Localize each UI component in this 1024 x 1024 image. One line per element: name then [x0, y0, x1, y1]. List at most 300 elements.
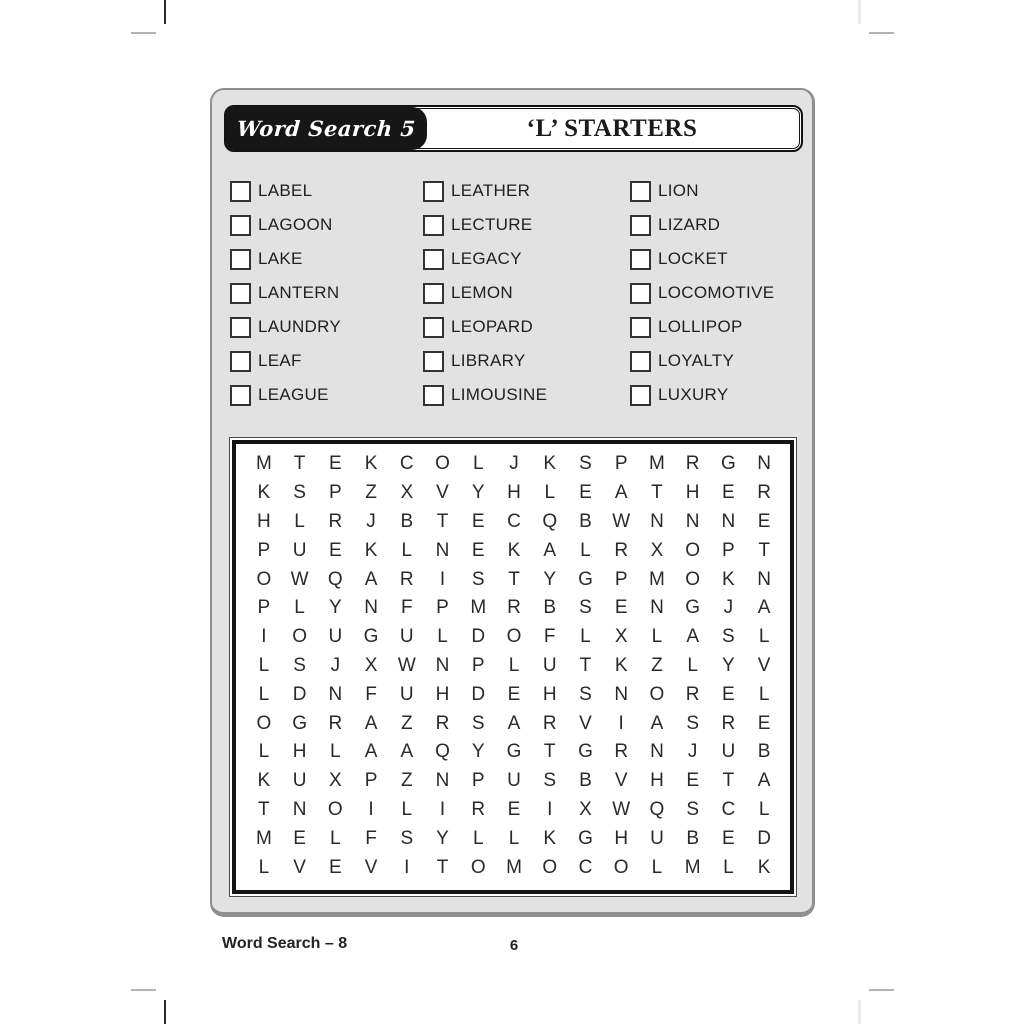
grid-cell: Z — [400, 770, 413, 792]
grid-cell: T — [436, 510, 449, 532]
word-label: LIBRARY — [451, 351, 526, 370]
grid-cell: B — [400, 510, 414, 532]
grid-cell: E — [507, 683, 521, 705]
page-title: ‘L’ STARTERS — [526, 114, 698, 142]
word-list-item — [230, 384, 329, 406]
grid-cell: S — [400, 827, 414, 849]
worksheet-number-badge — [226, 107, 427, 150]
word-checkbox — [423, 249, 444, 270]
grid-cell: M — [255, 453, 272, 475]
word-checkbox — [423, 215, 444, 236]
grid-cell: M — [470, 597, 487, 619]
grid-cell: O — [470, 856, 486, 878]
grid-cell: S — [579, 453, 592, 475]
grid-cell: R — [328, 510, 343, 532]
grid-cell: E — [722, 482, 735, 504]
grid-cell: S — [471, 568, 485, 590]
word-list-item — [230, 180, 312, 202]
grid-cell: T — [722, 770, 735, 792]
grid-cell: O — [542, 856, 558, 878]
word-checkbox — [230, 351, 251, 372]
grid-cell: L — [758, 798, 770, 820]
grid-cell: X — [364, 654, 378, 676]
grid-cell: E — [686, 770, 699, 792]
word-label: LOCKET — [658, 249, 728, 268]
grid-cell: P — [471, 770, 485, 792]
grid-cell: L — [651, 626, 663, 648]
grid-cell: P — [257, 597, 271, 619]
grid-cell: Y — [471, 482, 485, 504]
grid-cell: H — [292, 741, 307, 763]
grid-cell: V — [579, 712, 592, 734]
grid-cell: Y — [328, 597, 342, 619]
grid-cell: O — [256, 712, 272, 734]
grid-cell: R — [399, 568, 414, 590]
grid-cell: U — [292, 770, 307, 792]
word-checkbox — [230, 181, 251, 202]
grid-cell: E — [757, 712, 771, 734]
grid-cell: E — [328, 539, 342, 561]
grid-cell: X — [328, 770, 342, 792]
grid-cell: U — [292, 539, 307, 561]
grid-cell: F — [543, 626, 556, 648]
grid-cell: L — [723, 856, 734, 878]
grid-cell: U — [328, 626, 343, 648]
grid-cell: V — [364, 856, 378, 878]
grid-cell: G — [363, 626, 379, 648]
grid-cell: P — [436, 597, 449, 619]
grid-cell: P — [614, 568, 628, 590]
crop-mark-bottom-right-vertical — [858, 1000, 861, 1024]
grid-cell: L — [580, 539, 591, 561]
grid-cell: U — [399, 626, 414, 648]
grid-cell: V — [293, 856, 306, 878]
grid-cell: L — [544, 482, 556, 504]
word-label: LECTURE — [451, 215, 533, 234]
word-list-item — [423, 350, 526, 372]
grid-cell: T — [436, 856, 449, 878]
grid-cell: G — [685, 597, 701, 619]
word-checkbox — [630, 351, 651, 372]
footer-book-title: Word Search – 8 — [222, 935, 348, 952]
grid-cell: R — [471, 798, 486, 820]
grid-cell: R — [614, 539, 629, 561]
word-label: LAUNDRY — [258, 317, 342, 336]
grid-cell: E — [471, 510, 485, 532]
word-label: LOLLIPOP — [658, 317, 743, 336]
grid-cell: X — [579, 798, 592, 820]
grid-cell: L — [258, 654, 270, 676]
word-checkbox — [230, 249, 251, 270]
word-list-item — [230, 214, 333, 236]
word-list-item — [230, 316, 341, 338]
grid-cell: N — [721, 510, 736, 532]
grid-cell: H — [650, 770, 664, 792]
grid-cell: C — [399, 453, 414, 475]
grid-cell: S — [579, 683, 592, 705]
grid-cell: G — [578, 568, 593, 590]
grid-cell: H — [256, 510, 271, 532]
grid-cell: R — [435, 712, 450, 734]
grid-cell: B — [757, 741, 771, 763]
grid-cell: B — [579, 770, 592, 792]
grid-cell: I — [261, 626, 267, 648]
word-list-item — [630, 282, 774, 304]
grid-cell: N — [614, 683, 629, 705]
grid-cell: L — [687, 654, 698, 676]
grid-cell: Y — [543, 568, 557, 590]
word-list-item — [423, 316, 533, 338]
grid-cell: H — [685, 482, 700, 504]
grid-cell: P — [722, 539, 735, 561]
grid-cell: T — [508, 568, 520, 590]
grid-cell: J — [366, 510, 376, 532]
grid-cell: N — [435, 539, 450, 561]
grid-cell: P — [614, 453, 628, 475]
grid-cell: L — [758, 683, 770, 705]
grid-cell: D — [471, 683, 486, 705]
grid-cell: K — [507, 539, 521, 561]
grid-cell: L — [258, 741, 270, 763]
grid-cell: K — [364, 453, 378, 475]
grid-cell: N — [757, 568, 771, 590]
grid-cell: M — [649, 568, 665, 590]
crop-mark-top-right-horizontal — [869, 32, 894, 34]
grid-cell: E — [507, 798, 521, 820]
word-list-item — [630, 350, 734, 372]
word-list-item — [630, 248, 728, 270]
grid-cell: A — [400, 741, 414, 763]
grid-cell: M — [255, 827, 272, 849]
grid-cell: S — [471, 712, 485, 734]
worksheet-number-label: Word Search 5 — [236, 116, 417, 141]
word-list-item — [423, 282, 513, 304]
grid-cell: I — [439, 798, 446, 820]
grid-cell: D — [471, 626, 486, 648]
grid-cell: E — [471, 539, 485, 561]
letter-grid — [229, 437, 797, 897]
grid-cell: T — [651, 482, 663, 504]
grid-cell: J — [509, 453, 519, 475]
word-list-item — [630, 214, 720, 236]
grid-cell: A — [757, 770, 771, 792]
grid-cell: L — [401, 798, 413, 820]
grid-cell: X — [650, 539, 664, 561]
grid-cell: P — [471, 654, 485, 676]
crop-mark-top-left-vertical — [164, 0, 166, 24]
grid-cell: O — [256, 568, 272, 590]
word-label: LEATHER — [451, 181, 531, 200]
grid-cell: E — [579, 482, 592, 504]
page-number: 6 — [509, 937, 519, 954]
grid-cell: W — [612, 510, 631, 532]
word-checkbox — [630, 181, 651, 202]
grid-cell: O — [685, 568, 701, 590]
grid-cell: T — [543, 741, 556, 763]
grid-cell: L — [508, 654, 520, 676]
grid-cell: R — [757, 482, 771, 504]
grid-cell: P — [257, 539, 271, 561]
grid-cell: K — [614, 654, 628, 676]
grid-cell: S — [543, 770, 557, 792]
grid-cell: N — [328, 683, 343, 705]
crop-mark-top-left-horizontal — [131, 32, 156, 34]
grid-cell: E — [757, 510, 771, 532]
grid-cell: E — [293, 827, 306, 849]
grid-cell: T — [293, 453, 306, 475]
grid-cell: C — [578, 856, 593, 878]
word-checkbox — [423, 351, 444, 372]
grid-cell: W — [290, 568, 309, 590]
word-label: LEAF — [258, 351, 302, 370]
grid-cell: L — [472, 827, 484, 849]
grid-cell: X — [614, 626, 628, 648]
grid-cell: N — [435, 770, 450, 792]
word-label: LEOPARD — [451, 317, 534, 336]
grid-cell: C — [721, 798, 736, 820]
grid-cell: B — [579, 510, 592, 532]
grid-cell: Q — [435, 741, 450, 763]
grid-cell: Q — [542, 510, 558, 532]
grid-cell: L — [508, 827, 520, 849]
grid-cell: K — [543, 827, 557, 849]
grid-cell: Z — [651, 654, 663, 676]
grid-cell: K — [722, 568, 735, 590]
grid-cell: L — [330, 827, 341, 849]
grid-cell: Q — [327, 568, 343, 590]
grid-cell: U — [650, 827, 664, 849]
grid-cell: G — [721, 453, 736, 475]
worksheet-panel — [210, 88, 815, 917]
grid-cell: N — [650, 741, 664, 763]
grid-cell: L — [472, 453, 484, 475]
grid-cell: O — [292, 626, 307, 648]
word-checkbox — [230, 283, 251, 304]
grid-cell: O — [506, 626, 522, 648]
grid-cell: O — [685, 539, 701, 561]
grid-cell: R — [328, 712, 343, 734]
grid-cell: S — [686, 798, 699, 820]
grid-cell: X — [400, 482, 414, 504]
grid-cell: L — [401, 539, 413, 561]
word-checkbox — [630, 283, 651, 304]
word-checkbox — [630, 215, 651, 236]
grid-cell: L — [330, 741, 341, 763]
grid-cell: N — [292, 798, 307, 820]
word-list-item — [630, 384, 728, 406]
grid-cell: Z — [365, 482, 377, 504]
grid-cell: I — [547, 798, 553, 820]
word-label: LOYALTY — [658, 351, 735, 370]
grid-cell: A — [364, 741, 378, 763]
grid-cell: U — [721, 741, 736, 763]
word-list-item — [423, 214, 532, 236]
grid-cell: B — [686, 827, 699, 849]
word-label: LAKE — [258, 249, 303, 268]
word-checkbox — [230, 215, 251, 236]
grid-cell: E — [328, 453, 342, 475]
grid-cell: N — [650, 510, 664, 532]
grid-cell: R — [507, 597, 521, 619]
grid-cell: W — [397, 654, 416, 676]
grid-cell: F — [400, 597, 413, 619]
crop-mark-bottom-left-vertical — [164, 1000, 166, 1024]
word-list-item — [230, 248, 303, 270]
grid-cell: L — [258, 856, 270, 878]
grid-cell: K — [543, 453, 557, 475]
grid-cell: O — [327, 798, 343, 820]
word-list-item — [630, 180, 699, 202]
grid-cell: J — [687, 741, 698, 763]
word-checkbox — [630, 249, 651, 270]
word-list-item — [230, 282, 339, 304]
grid-cell: J — [723, 597, 734, 619]
grid-cell: I — [618, 712, 624, 734]
word-label: LEGACY — [451, 249, 522, 268]
grid-cell: H — [507, 482, 521, 504]
grid-cell: G — [292, 712, 307, 734]
grid-cell: V — [436, 482, 449, 504]
word-label: LEMON — [451, 283, 513, 302]
word-list-item — [423, 384, 547, 406]
grid-cell: F — [365, 683, 377, 705]
grid-cell: A — [757, 597, 771, 619]
word-label: LUXURY — [658, 385, 729, 404]
grid-cell: G — [578, 741, 593, 763]
crop-mark-top-right-vertical — [858, 0, 861, 24]
grid-cell: L — [294, 597, 305, 619]
grid-cell: P — [328, 482, 342, 504]
grid-cell: T — [579, 654, 592, 676]
grid-cell: L — [651, 856, 663, 878]
grid-cell: E — [614, 597, 628, 619]
word-list-item — [230, 350, 302, 372]
grid-cell: U — [507, 770, 521, 792]
word-checkbox — [630, 385, 651, 406]
grid-cell: T — [258, 798, 270, 820]
word-checkbox — [423, 385, 444, 406]
grid-cell: T — [758, 539, 770, 561]
grid-cell: P — [364, 770, 378, 792]
grid-cell: H — [614, 827, 629, 849]
grid-cell: C — [507, 510, 521, 532]
word-checkbox — [630, 317, 651, 338]
grid-cell: E — [328, 856, 342, 878]
grid-cell: O — [435, 453, 450, 475]
word-label: LION — [658, 181, 699, 200]
word-checkbox — [423, 317, 444, 338]
grid-cell: L — [758, 626, 770, 648]
grid-cell: M — [684, 856, 701, 878]
grid-cell: S — [579, 597, 592, 619]
grid-cell: R — [685, 453, 700, 475]
grid-cell: H — [435, 683, 450, 705]
grid-cell: N — [757, 453, 771, 475]
word-checkbox — [423, 283, 444, 304]
grid-cell: I — [368, 798, 374, 820]
grid-cell: J — [330, 654, 341, 676]
grid-cell: V — [757, 654, 771, 676]
grid-cell: R — [685, 683, 700, 705]
grid-cell: R — [542, 712, 557, 734]
grid-cell: N — [650, 597, 664, 619]
grid-cell: D — [292, 683, 307, 705]
grid-cell: Y — [436, 827, 449, 849]
word-list-item — [423, 180, 530, 202]
word-label: LANTERN — [258, 283, 340, 302]
grid-cell: S — [722, 626, 735, 648]
grid-cell: K — [757, 856, 771, 878]
grid-cell: Y — [471, 741, 485, 763]
word-label: LIZARD — [658, 215, 721, 234]
grid-cell: H — [542, 683, 557, 705]
grid-cell: L — [580, 626, 591, 648]
word-label: LOCOMOTIVE — [658, 283, 775, 302]
grid-cell: K — [364, 539, 378, 561]
grid-cell: O — [649, 683, 665, 705]
word-checkbox — [230, 385, 251, 406]
grid-cell: L — [258, 683, 270, 705]
grid-cell: A — [686, 626, 699, 648]
grid-cell: A — [507, 712, 521, 734]
grid-cell: A — [364, 568, 378, 590]
grid-cell: U — [542, 654, 557, 676]
grid-cell: Z — [400, 712, 413, 734]
grid-cell: R — [721, 712, 736, 734]
word-label: LEAGUE — [258, 385, 329, 404]
grid-cell: L — [437, 626, 448, 648]
crop-mark-bottom-left-horizontal — [131, 989, 156, 991]
grid-cell: N — [685, 510, 700, 532]
word-list-item — [630, 316, 743, 338]
grid-cell: K — [257, 770, 271, 792]
grid-cell: D — [757, 827, 771, 849]
word-label: LAGOON — [258, 215, 333, 234]
grid-cell: A — [614, 482, 628, 504]
grid-cell: N — [435, 654, 450, 676]
grid-cell: I — [439, 568, 446, 590]
grid-cell: V — [614, 770, 628, 792]
grid-cell: R — [614, 741, 629, 763]
word-label: LABEL — [258, 181, 313, 200]
grid-cell: S — [686, 712, 699, 734]
grid-cell: K — [257, 482, 271, 504]
grid-cell: I — [404, 856, 410, 878]
grid-cell: N — [364, 597, 378, 619]
word-checkbox — [230, 317, 251, 338]
grid-cell: A — [543, 539, 557, 561]
grid-cell: E — [722, 683, 735, 705]
word-label: LIMOUSINE — [451, 385, 548, 404]
grid-cell: M — [506, 856, 522, 878]
grid-cell: L — [294, 510, 305, 532]
grid-cell: S — [293, 482, 306, 504]
grid-cell: G — [506, 741, 522, 763]
word-checkbox — [423, 181, 444, 202]
letter-grid-cells — [232, 440, 794, 894]
grid-cell: A — [650, 712, 664, 734]
grid-cell: Y — [722, 654, 735, 676]
grid-cell: M — [649, 453, 665, 475]
grid-cell: G — [578, 827, 593, 849]
grid-cell: U — [399, 683, 414, 705]
grid-cell: S — [293, 654, 306, 676]
grid-cell: F — [365, 827, 377, 849]
grid-cell: E — [722, 827, 735, 849]
grid-cell: Q — [649, 798, 665, 820]
word-list-item — [423, 248, 522, 270]
grid-cell: B — [543, 597, 557, 619]
